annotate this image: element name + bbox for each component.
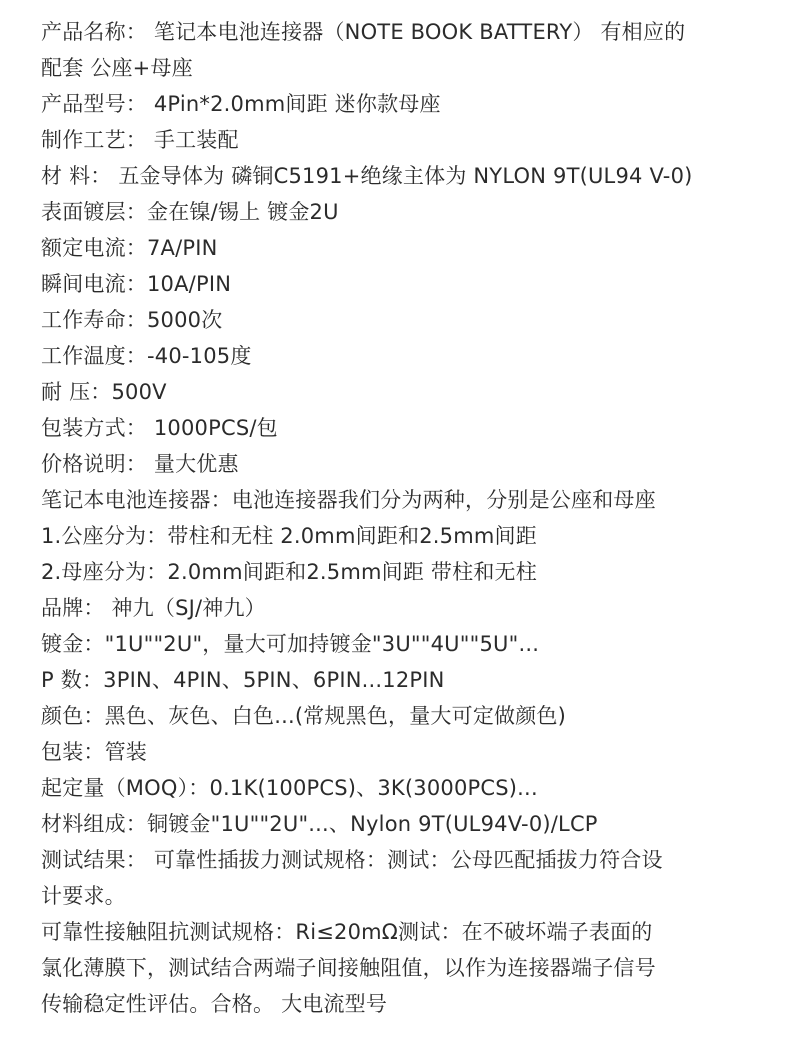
text-line: 计要求。 [41, 884, 126, 908]
text-line: 1.公座分为：带柱和无柱 2.0mm间距和2.5mm间距 [41, 524, 537, 548]
text-line: 材料组成：铜镀金"1U""2U"...、Nylon 9T(UL94V-0)/LCP [41, 812, 598, 836]
text-line: 工作寿命：5000次 [41, 308, 223, 332]
text-line: 镀金："1U""2U"，量大可加持镀金"3U""4U""5U"... [41, 632, 540, 656]
text-line: 配套 公座+母座 [41, 56, 193, 80]
text-line: 价格说明： 量大优惠 [41, 452, 239, 476]
text-line: 瞬间电流：10A/PIN [41, 272, 232, 296]
text-line: 氯化薄膜下，测试结合两端子间接触阻值，以作为连接器端子信号 [41, 956, 656, 980]
text-line: 额定电流：7A/PIN [41, 236, 218, 260]
text-line: 耐 压：500V [41, 380, 167, 404]
product-spec-document [41, 14, 761, 1022]
text-line: 颜色：黑色、灰色、白色...(常规黑色，量大可定做颜色) [41, 704, 567, 728]
text-line: 产品名称： 笔记本电池连接器（NOTE BOOK BATTERY） 有相应的 [41, 20, 686, 44]
text-line: 品牌： 神九（SJ/神九） [41, 596, 266, 620]
text-line: 工作温度：-40-105度 [41, 344, 252, 368]
text-line: 包装：管装 [41, 740, 147, 764]
text-line: 2.母座分为：2.0mm间距和2.5mm间距 带柱和无柱 [41, 560, 537, 584]
text-line: 产品型号： 4Pin*2.0mm间距 迷你款母座 [41, 92, 441, 116]
text-line: 笔记本电池连接器：电池连接器我们分为两种，分别是公座和母座 [41, 488, 656, 512]
text-line: 可靠性接触阻抗测试规格：Ri≤20mΩ测试：在不破坏端子表面的 [41, 920, 653, 944]
text-line: 起定量（MOQ）：0.1K(100PCS)、3K(3000PCS)... [41, 776, 538, 800]
text-line: 表面镀层：金在镍/锡上 镀金2U [41, 200, 339, 224]
text-line: 测试结果： 可靠性插拔力测试规格：测试：公母匹配插拔力符合设 [41, 848, 663, 872]
text-line: 材 料： 五金导体为 磷铜C5191+绝缘主体为 NYLON 9T(UL94 V-0) [41, 164, 693, 188]
text-line: P 数：3PIN、4PIN、5PIN、6PIN...12PIN [41, 668, 445, 692]
text-line: 制作工艺： 手工装配 [41, 128, 239, 152]
text-line: 传输稳定性评估。合格。 大电流型号 [41, 992, 388, 1016]
text-line: 包装方式： 1000PCS/包 [41, 416, 278, 440]
